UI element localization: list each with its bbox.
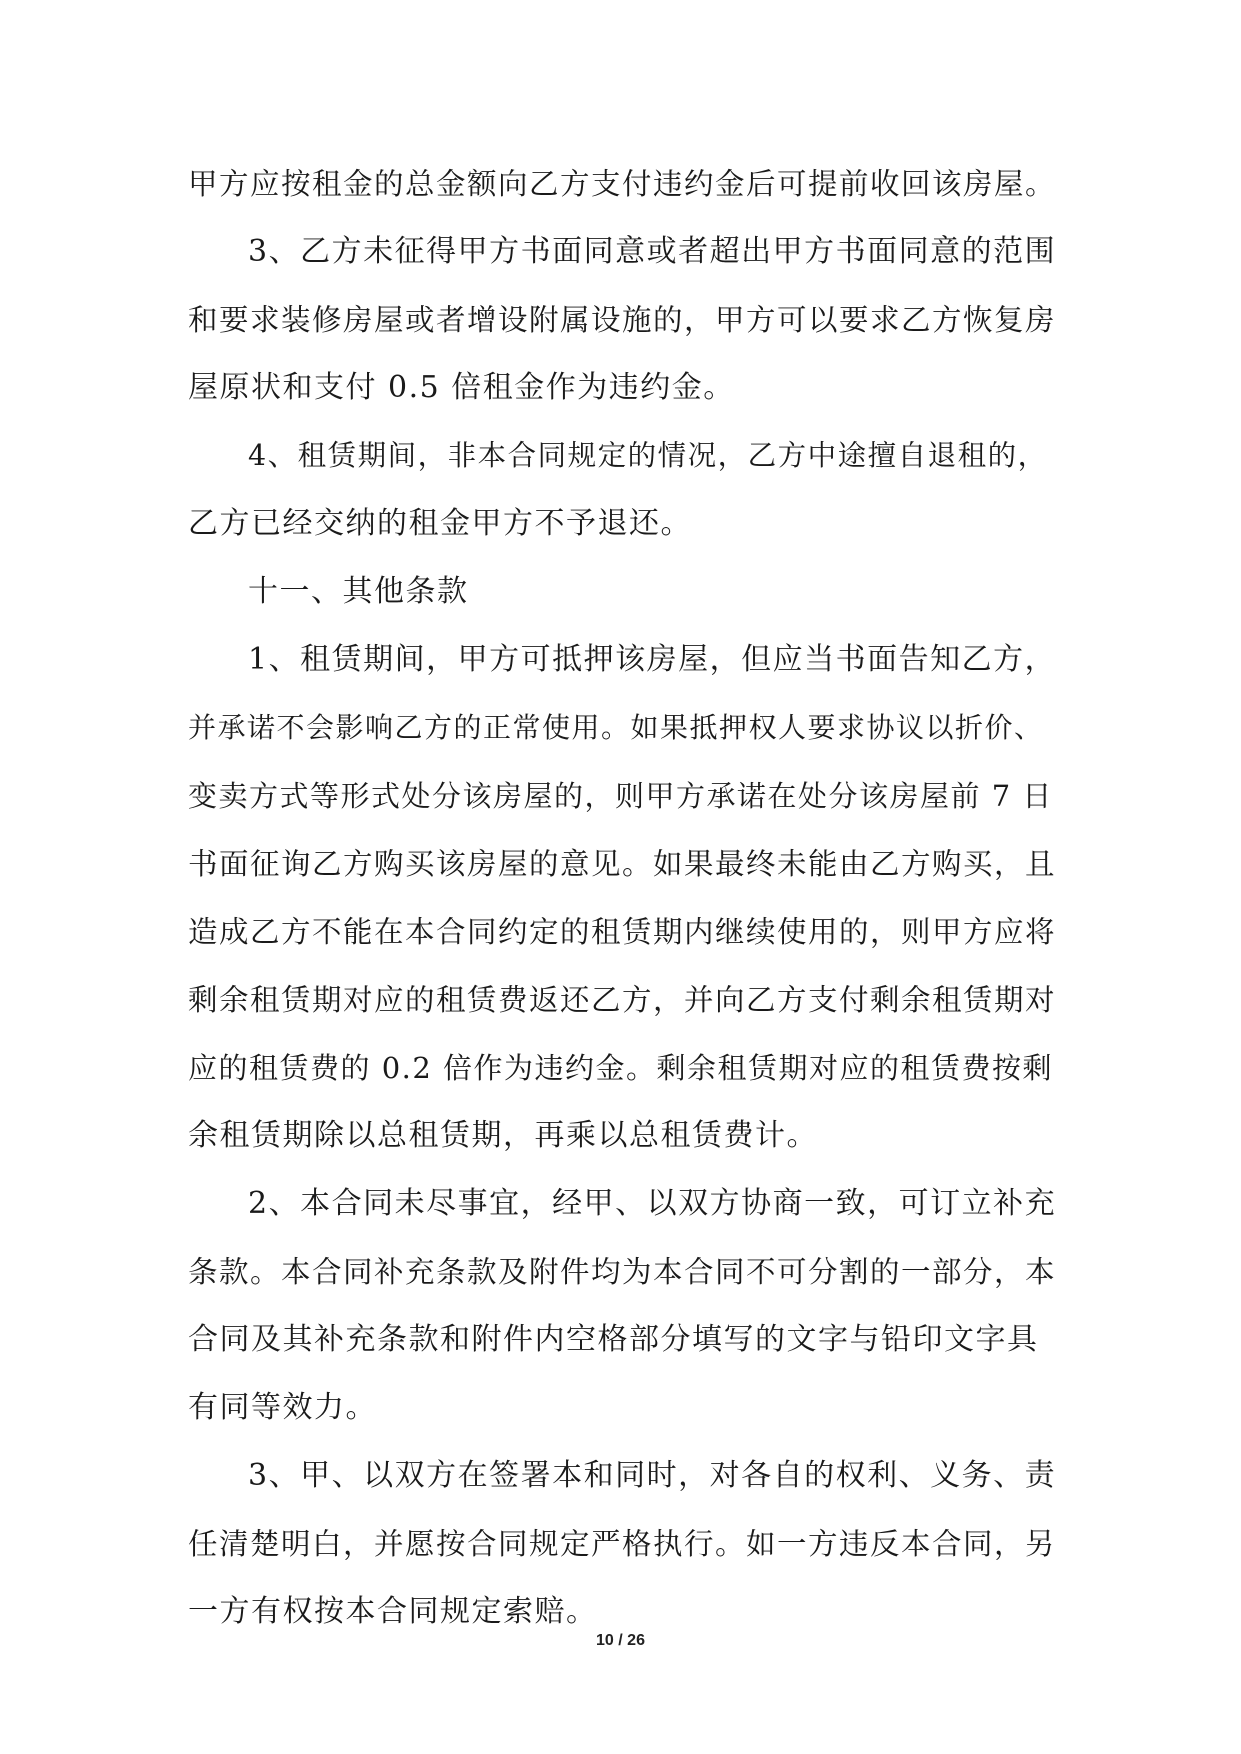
text-line: 书面征询乙方购买该房屋的意见。如果最终未能由乙方购买，且 <box>188 847 1057 881</box>
text-line: 和要求装修房屋或者增设附属设施的，甲方可以要求乙方恢复房 <box>188 303 1057 337</box>
text-line: 并承诺不会影响乙方的正常使用。如果抵押权人要求协议以折价、 <box>188 711 1044 744</box>
section-heading: 十一、其他条款 <box>248 574 469 609</box>
text-line: 余租赁期除以总租赁期，再乘以总租赁费计。 <box>188 1118 818 1153</box>
text-line: 乙方已经交纳的租金甲方不予退还。 <box>188 506 692 541</box>
text-line: 合同及其补充条款和附件内空格部分填写的文字与铅印文字具 <box>188 1322 1039 1357</box>
text-line: 屋原状和支付 0.5 倍租金作为违约金。 <box>188 370 735 405</box>
text-line: 任清楚明白，并愿按合同规定严格执行。如一方违反本合同，另 <box>188 1527 1057 1561</box>
text-line: 造成乙方不能在本合同约定的租赁期内继续使用的，则甲方应将 <box>188 915 1057 949</box>
text-line: 一方有权按本合同规定索赔。 <box>188 1594 598 1629</box>
other-clause-1-line: 1、租赁期间，甲方可抵押该房屋，但应当书面告知乙方， <box>248 642 1057 677</box>
text-line: 条款。本合同补充条款及附件均为本合同不可分割的一部分，本 <box>188 1255 1057 1289</box>
text-line: 剩余租赁期对应的租赁费返还乙方，并向乙方支付剩余租赁期对 <box>188 983 1057 1017</box>
text-line: 有同等效力。 <box>188 1390 377 1425</box>
clause-4-line: 4、租赁期间，非本合同规定的情况，乙方中途擅自退租的， <box>248 439 1048 472</box>
text-line: 甲方应按租金的总金额向乙方支付违约金后可提前收回该房屋。 <box>188 167 1057 201</box>
page-number: 10 / 26 <box>596 1632 645 1649</box>
document-body <box>188 150 1056 1646</box>
text-line: 应的租赁费的 0.2 倍作为违约金。剩余租赁期对应的租赁费按剩 <box>188 1051 1054 1085</box>
clause-3-line: 3、乙方未征得甲方书面同意或者超出甲方书面同意的范围 <box>248 234 1057 269</box>
other-clause-3-line: 3、甲、以双方在签署本和同时，对各自的权利、义务、责 <box>248 1458 1057 1493</box>
text-line: 变卖方式等形式处分该房屋的，则甲方承诺在处分该房屋前 7 日 <box>188 779 1053 813</box>
other-clause-2-line: 2、本合同未尽事宜，经甲、以双方协商一致，可订立补充 <box>248 1186 1057 1221</box>
